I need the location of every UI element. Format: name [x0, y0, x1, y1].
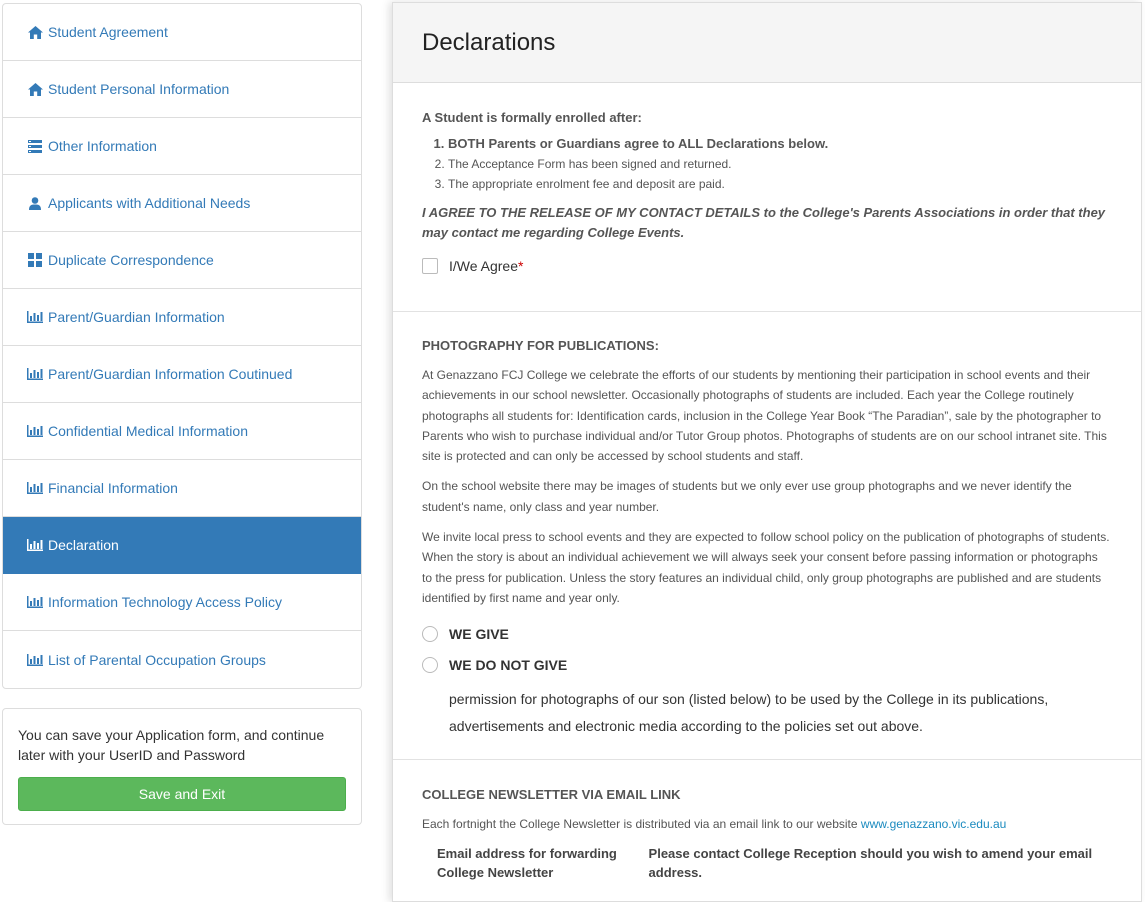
radio-label: WE GIVE	[449, 625, 509, 642]
user-icon	[27, 196, 43, 210]
permission-text: permission for photographs of our son (listed below) to be used by the College in its publications, advertisements and electronic media according to the policies set out above.	[449, 691, 1049, 735]
enrolment-heading: A Student is formally enrolled after:	[422, 110, 642, 125]
sidebar-item-label: Information Technology Access Policy	[48, 594, 282, 610]
bar-chart-icon	[27, 310, 43, 324]
bar-chart-icon	[27, 424, 43, 438]
bar-chart-icon	[27, 595, 43, 609]
bar-chart-icon	[27, 367, 43, 381]
sidebar-item-duplicate-correspondence[interactable]	[3, 232, 361, 289]
declarations-panel	[392, 2, 1142, 902]
sidebar-item-label: Other Information	[48, 138, 157, 154]
bar-chart-icon	[27, 538, 43, 552]
sidebar-item-label: Duplicate Correspondence	[48, 252, 214, 268]
photography-title: PHOTOGRAPHY FOR PUBLICATIONS:	[422, 338, 659, 353]
sidebar-item-it-access-policy[interactable]	[3, 574, 361, 631]
agree-checkbox-row[interactable]	[422, 258, 1111, 274]
newsletter-text	[422, 814, 1111, 834]
sidebar-item-other-information[interactable]	[3, 118, 361, 175]
list-item: 2. The Acceptance Form has been signed and returned.	[448, 154, 1111, 174]
sidebar-item-label: Confidential Medical Information	[48, 423, 248, 439]
sidebar-item-confidential-medical-information[interactable]	[3, 403, 361, 460]
sidebar-item-parent-guardian-information-continued[interactable]	[3, 346, 361, 403]
sidebar-item-label: Parent/Guardian Information	[48, 309, 225, 325]
photography-paragraph-3: We invite local press to school events and they are expected to follow school policy on the publication of photographs of students. When the story is about an individual achievement we will always seek your consent before passing information or photographs to the press for publication. Unless the story features an individual child, only group photographs are published and are students identified by first name and year only.	[422, 530, 1110, 605]
newsletter-title: COLLEGE NEWSLETTER VIA EMAIL LINK	[422, 787, 681, 802]
radio-label: WE DO NOT GIVE	[449, 656, 568, 673]
sidebar-item-additional-needs[interactable]	[3, 175, 361, 232]
save-and-exit-button[interactable]: Save and Exit	[18, 777, 346, 811]
list-icon	[27, 139, 43, 153]
sidebar-item-student-agreement[interactable]	[3, 4, 361, 61]
sidebar-item-parent-guardian-information[interactable]	[3, 289, 361, 346]
sidebar-item-declaration[interactable]	[3, 517, 361, 574]
sidebar-item-label: Financial Information	[48, 480, 178, 496]
email-grid	[422, 844, 1111, 882]
website-link[interactable]: www.genazzano.vic.edu.au	[860, 817, 1007, 831]
photography-paragraph-1: At Genazzano FCJ College we celebrate the efforts of our students by mentioning their participation in school events and their achievements in our school newsletter. Occasionally photographs of students are included. Each year the College routinely photographs all students for: Identification cards, inclusion in the College Year Book “The Paradian”, sale by the photographer to Parents who wish to purchase individual and/or Tutor Group photos. Photographs of students are on our school intranet site. This site is protected and can only be accessed by school students and staff.	[422, 368, 1107, 464]
photography-section	[393, 312, 1141, 760]
newsletter-description: Each fortnight the College Newsletter is distributed via an email link to our website	[422, 817, 858, 831]
list-item: 1. BOTH Parents or Guardians agree to ALL Declarations below.	[448, 134, 1111, 154]
radio-we-do-not-give[interactable]	[422, 649, 1111, 680]
contact-release-text: I AGREE TO THE RELEASE OF MY CONTACT DETAILS to the College's Parents Associations in order that they may contact me regarding College Events.	[422, 205, 1106, 240]
radio-we-give[interactable]	[422, 618, 1111, 649]
sidebar-item-label: Student Personal Information	[48, 81, 230, 97]
home-icon	[27, 25, 43, 39]
required-mark: *	[518, 258, 524, 274]
list-item: 3. The appropriate enrolment fee and deposit are paid.	[448, 174, 1111, 194]
photography-paragraph-2: On the school website there may be images of students but we only ever use group photographs and we never identify the student's name, only class and year number.	[422, 479, 1072, 514]
agree-checkbox[interactable]	[422, 258, 438, 274]
sidebar-item-label: Student Agreement	[48, 24, 168, 40]
home-icon	[27, 82, 43, 96]
sidebar-item-label: Applicants with Additional Needs	[48, 195, 251, 211]
newsletter-section	[393, 760, 1141, 882]
radio-button[interactable]	[422, 657, 438, 673]
sidebar-item-parental-occupation-groups[interactable]	[3, 631, 361, 688]
sidebar-item-label: List of Parental Occupation Groups	[48, 651, 266, 668]
save-info-text: You can save your Application form, and continue later with your UserID and Password	[18, 727, 325, 763]
sidebar-item-student-personal-information[interactable]	[3, 61, 361, 118]
sidebar-item-label: Parent/Guardian Information Coutinued	[48, 366, 293, 382]
sidebar-nav	[2, 3, 362, 689]
grid-icon	[27, 253, 43, 267]
email-forwarding-label: Email address for forwarding College Newsletter	[437, 846, 617, 881]
enrolment-list	[422, 134, 1111, 194]
sidebar-item-financial-information[interactable]	[3, 460, 361, 517]
agree-checkbox-label: I/We Agree	[449, 258, 519, 274]
email-amend-note: Please contact College Reception should you wish to amend your email address.	[648, 846, 1093, 881]
radio-button[interactable]	[422, 626, 438, 642]
enrolment-section	[393, 83, 1141, 312]
panel-header	[393, 3, 1141, 83]
sidebar-item-label: Declaration	[48, 537, 119, 553]
page-title: Declarations	[422, 29, 556, 56]
bar-chart-icon	[27, 481, 43, 495]
save-panel	[2, 708, 362, 825]
bar-chart-icon	[27, 653, 43, 667]
